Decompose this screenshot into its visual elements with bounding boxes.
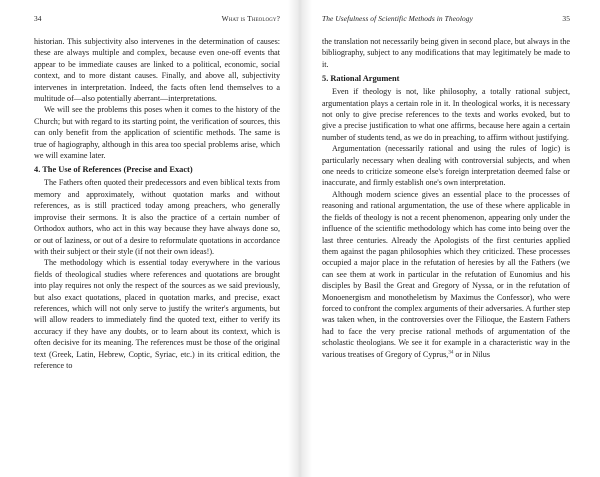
right-page-number: 35	[562, 14, 570, 23]
paragraph-text: Although modern science gives an essential place to the processes of reasoning and rational argumentation, the use of these where applicable in the fields of theology is not a recent phenomenon, appearing only under the influence of the scientific methodology which has come into being over the last three centuries. Already the Apologists of the first centuries applied them against the pagan philosophies which they criticized. These processes occupied a major place in the refutation of heresies by all the Fathers (we can see them at work in particular in the refutation of Eunomius and his disciples by Basil the Great and Gregory of Nyssa, or in the refutation of Monoenergism and monotheletism by Maximus the Confessor), who were forced to confront the complex arguments of their adversaries. A further step was taken when, in the controversies over the Filioque, the Eastern Fathers had to face the very precise rational methods of argumentation of the scholastic theologians. We see it for example in a characteristic way in the various treatises of Gregory of Cyprus,	[322, 189, 570, 359]
right-running-head	[322, 14, 570, 36]
paragraph	[322, 189, 570, 360]
paragraph: historian. This subjectivity also intervenes in the determination of causes: these are always multiple and complex, because even one-off events that appear to be immediate causes are linked to a political, economic, social context, and to more distant causes. Finally, and above all, subjectivity intervenes in interpretation. Indeed, the facts often lend themselves to a multitude of—also potentially aberrant—interpretations.	[34, 37, 280, 104]
footnote-reference[interactable]: 34	[448, 349, 454, 355]
left-page-number: 34	[34, 14, 42, 23]
paragraph: We will see the problems this poses when it comes to the history of the Church; but with regard to its starting point, the verification of sources, this can only benefit from the application of scientific methods. The same is true of hagiography, although in this area too special problems arise, which we will examine later.	[34, 105, 280, 161]
paragraph: Even if theology is not, like philosophy, a totally rational subject, argumentation plays a certain role in it. In theological works, it is necessary not only to give precise references to the texts and works evoked, but to give a precise justification to what one affirms, because here again a certain number of students tend, as we do in preaching, to affirm without justifying.	[322, 87, 570, 142]
right-body-text	[322, 36, 570, 360]
paragraph: the translation not necessarily being given in second place, but always in the bibliography, subject to any modifications that may legitimately be made to it.	[322, 37, 570, 69]
right-page	[300, 0, 600, 477]
left-body-text	[34, 36, 280, 371]
left-running-title: What is Theology?	[221, 14, 280, 23]
section-heading: 4. The Use of References (Precise and Exact)	[34, 165, 193, 175]
paragraph: The Fathers often quoted their predecessors and even biblical texts from memory and approximately, without quotation marks and without references, as is still practiced today among preachers, who generally improvise their sermons. It is also the practice of a certain number of Orthodox authors, who act in this way because they have always done so, or out of laziness, or out of a desire to reformulate quotations in accordance with their subject or their style (if not their own ideas!).	[34, 178, 280, 256]
right-running-title: The Usefulness of Scientific Methods in Theology	[322, 14, 473, 23]
left-running-head	[34, 14, 280, 36]
paragraph: Argumentation (necessarily rational and using the rules of logic) is particularly necessary when dealing with controversial subjects, and when one needs to criticize someone else's foreign interpretation deemed false or inaccurate, and firmly establish one's own interpretation.	[322, 144, 570, 188]
section-heading: 5. Rational Argument	[322, 74, 400, 84]
paragraph-text-continued: or in Nilus	[453, 349, 490, 359]
paragraph: The methodology which is essential today everywhere in the various fields of theological studies where references and quotations are brought into play requires not only the respect of the sources as we said previously, but also exact quotations, placed in quotation marks, and precise, exact references, which will not only serve to justify the writer's arguments, but will allow readers to immediately find the quoted text, either to verify its accuracy if they have any doubts, or to learn about its context, which is often decisive for its meaning. The references must be those of the original text (Greek, Latin, Hebrew, Coptic, Syriac, etc.) in its critical edition, the reference to	[34, 258, 280, 370]
